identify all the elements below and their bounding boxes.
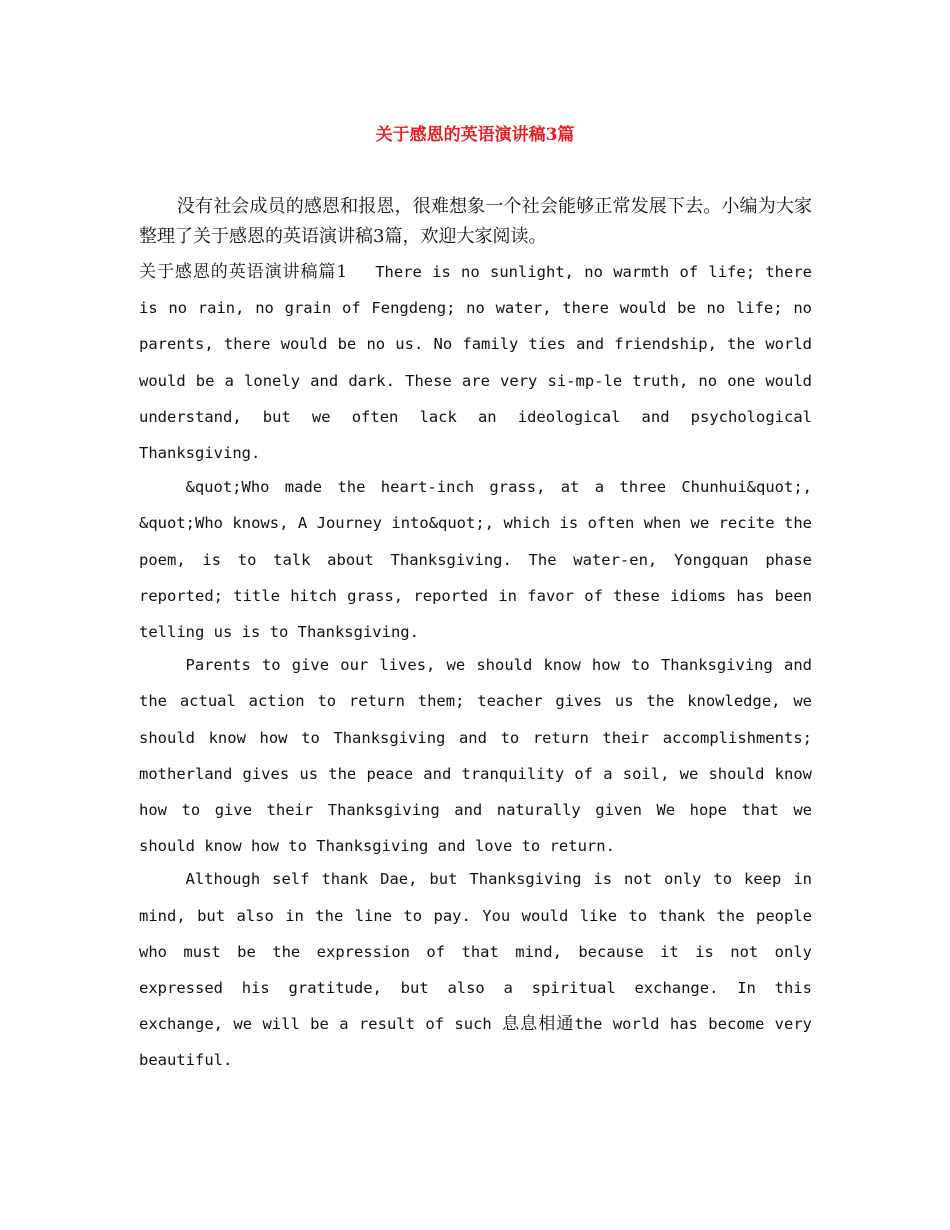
paragraph-4-text-b: the world has become very beautiful. [139,1015,813,1070]
paragraph-4-chinese-phrase: 息息相通 [502,1014,575,1035]
paragraph-2: &quot;Who made the heart-inch grass, at a three Chunhui&quot;, &quot;Who knows, A Journey into&quot;, which is often when we recite the poem, is to talk about Thanksgiving. The water-en, Yongquan phase reported; title hitch grass, reported in favor of these idioms has been telling us is to Thanksgiving. [139,478,812,642]
paragraph-4-text-a: Although self thank Dae, but Thanksgiving is not only to keep in mind, but also in the line to pay. You would like to thank the people who must be the expression of that mind, because it is not only expressed his gratitude, but also a spiritual exchange. In this exchange, we will be a result of such [139,870,812,1034]
intro-paragraph: 没有社会成员的感恩和报恩，很难想象一个社会能够正常发展下去。小编为大家整理了关于感恩的英语演讲稿3篇，欢迎大家阅读。 [139,196,812,247]
document-title: 关于感恩的英语演讲稿3篇 [375,125,575,145]
paragraph-1 [139,254,812,471]
paragraph-1-text: There is no sunlight, no warmth of life; there is no rain, no grain of Fengdeng; no water, there would be no life; no parents, there would be no us. No family ties and friendship, the world would be a lonely and dark. These are very si-mp-le truth, no one would understand, but we often lack an ideological and psychological Thanksgiving. [139,263,812,463]
document-body [139,192,812,1079]
paragraph-4 [139,861,812,1078]
section-heading: 关于感恩的英语演讲稿篇1 [139,262,348,282]
paragraph-3: Parents to give our lives, we should know how to Thanksgiving and the actual action to return them; teacher gives us the knowledge, we should know how to Thanksgiving and to return their accomplishments; motherland gives us the peace and tranquility of a soil, we should know how to give their Thanksgiving and naturally given We hope that we should know how to Thanksgiving and love to return. [139,656,812,856]
